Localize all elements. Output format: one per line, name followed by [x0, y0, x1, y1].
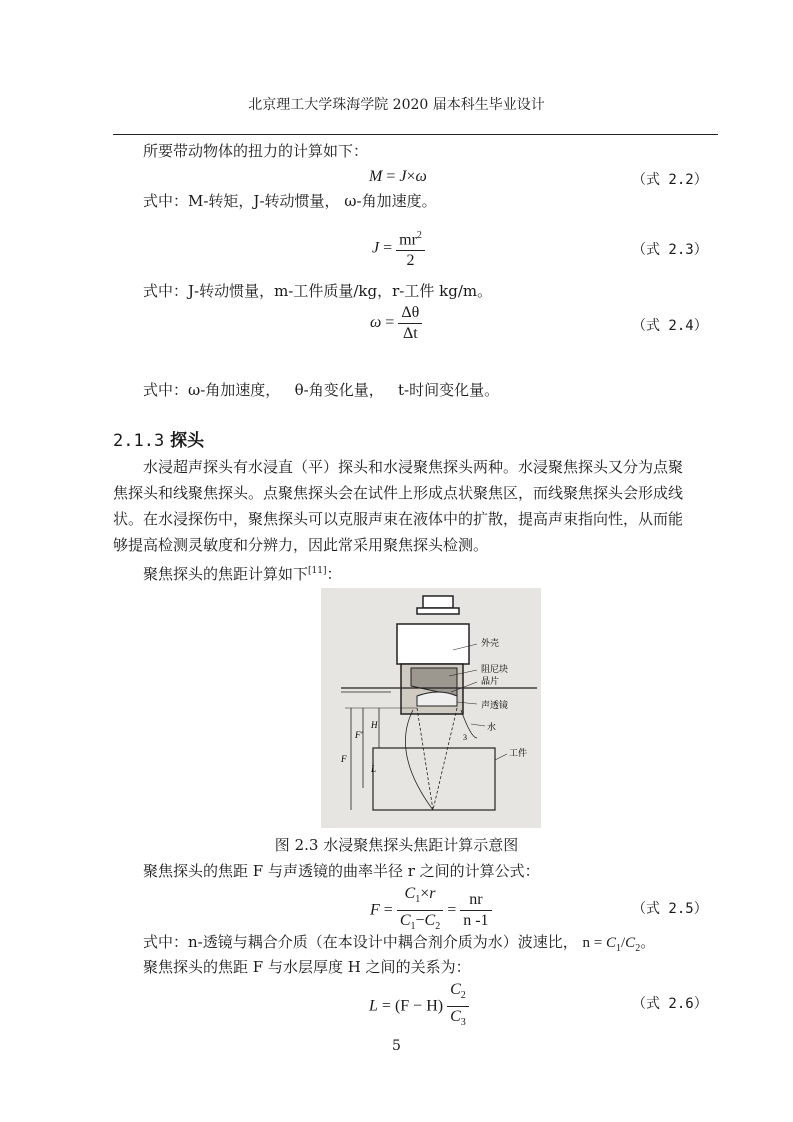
eq22-lhs: M [369, 168, 383, 185]
eq25-num-r: r [429, 885, 436, 902]
beam-right [433, 708, 457, 810]
eq24-lhs: ω [370, 314, 382, 332]
where-24: 式中：ω-角加速度， θ-角变化量， t-时间变化量。 [143, 381, 500, 399]
intro-torque: 所要带动物体的扭力的计算如下： [143, 142, 369, 160]
eq25-lhs: F [370, 901, 380, 919]
eq22-rhs-b: ω [415, 168, 427, 185]
label-shell: 外壳 [481, 639, 500, 649]
eq23-label: （式 2.3） [632, 242, 708, 258]
focal-intro [143, 564, 342, 582]
eq23-num-sup: 2 [416, 230, 422, 241]
eq25-den-c2-sub: 2 [435, 921, 441, 933]
header-rule [113, 134, 718, 135]
lens-body [417, 692, 457, 706]
probe-figure [321, 588, 541, 828]
eq26-den: C [450, 1008, 461, 1026]
page-header: 北京理工大学珠海学院 2020 届本科生毕业设计 [248, 97, 545, 113]
eq22-label: （式 2.2） [632, 172, 708, 188]
where-22: 式中：M-转矩，J-转动惯量， ω-角加速度。 [143, 192, 437, 210]
eq23-lhs: J [372, 239, 380, 257]
where-25-text: 式中：n-透镜与耦合介质（在本设计中耦合剂介质为水）波速比， [143, 933, 578, 951]
eq24-fraction [398, 303, 422, 344]
eq26-lhs: L [369, 997, 378, 1015]
eq25-fraction-1: $\frac{C_1\times r}{C_1-C_2}$ [397, 884, 443, 937]
eq25-num-c-sub: 1 [415, 894, 421, 906]
equation-2-5: F = $\frac{C_1\times r}{C_1-C_2}$ = $\frac{nr}{n -1}$ [370, 884, 492, 937]
ratio-n: n [582, 935, 591, 951]
focal-intro-text: 聚焦探头的焦距计算如下 [143, 565, 309, 583]
eq22-rhs-a: J [399, 168, 407, 185]
eq24-label: （式 2.4） [632, 318, 708, 334]
label-L: L [371, 764, 377, 774]
ratio-c1: C [605, 935, 616, 951]
eq24-den: Δt [402, 325, 418, 342]
section-number: 2.1.3 [113, 431, 165, 451]
citation-ref: [11] [308, 566, 327, 576]
equation-2-6: L = (F − H) $\frac{C_2}{C_3}$ [369, 980, 469, 1033]
para1-line2: 焦探头和线聚焦探头。点聚焦探头会在试件上形成点状聚焦区，而线聚焦探头会形成线 [113, 484, 684, 502]
eq26-den-sub: 3 [460, 1017, 466, 1029]
leader-workpiece [495, 754, 507, 760]
eq25-label: （式 2.5） [632, 901, 708, 917]
eq23-den: 2 [406, 252, 415, 270]
water-intro: 聚焦探头的焦距 F 与水层厚度 H 之间的关系为： [143, 958, 471, 976]
eq24-num: Δθ [398, 303, 422, 324]
page-number: 5 [392, 1038, 401, 1054]
eq25-den-c1-sub: 1 [410, 921, 416, 933]
section-heading [113, 426, 204, 451]
label-angle: 3 [463, 733, 467, 742]
label-workpiece: 工件 [509, 749, 528, 759]
eq25-den-c2: C [424, 912, 436, 930]
ratio-c2-sub: 2 [635, 943, 641, 954]
eq25-den2: n -1 [463, 912, 489, 930]
label-F: F [341, 754, 347, 764]
where-25-end: 。 [640, 933, 656, 951]
eq26-mid [395, 997, 443, 1014]
label-H: H [371, 720, 378, 730]
workpiece [373, 748, 495, 810]
probe-diagram [321, 588, 541, 828]
label-wafer: 晶片 [481, 677, 500, 687]
para1-line4: 够提高检测灵敏度和分辨力，因此常采用聚焦探头检测。 [113, 536, 489, 554]
where-25-math: $n = C_1/C_2$ [582, 935, 641, 954]
beam-left [417, 708, 433, 810]
label-Fp: F' [355, 730, 363, 740]
focal-intro-colon: ： [326, 565, 342, 583]
housing-top [397, 624, 469, 664]
equation-2-2: M = J×ω [369, 168, 427, 185]
para1-line1: 水浸超声探头有水浸直（平）探头和水浸聚焦探头两种。水浸聚焦探头又分为点聚 [143, 458, 684, 476]
beam-arc-left [405, 710, 433, 810]
label-lens: 声透镜 [481, 701, 509, 711]
where-23: 式中：J-转动惯量，m-工件质量/kg，r-工件 kg/m。 [143, 282, 493, 300]
ratio-c1-sub: 1 [616, 943, 621, 954]
connector-base [417, 608, 459, 614]
eq26-num: C [450, 981, 461, 998]
equation-2-3: J = $\frac{mr^2}{2}$ [372, 226, 425, 271]
eq26-num-sub: 2 [460, 990, 466, 1002]
figure-caption: 图 2.3 水浸聚焦探头焦距计算示意图 [274, 836, 519, 854]
eq26-fraction [447, 980, 469, 1033]
eq23-fraction [396, 226, 425, 271]
eq25-den-c1: C [399, 912, 411, 930]
para1-line3: 状。在水浸探伤中，聚焦探头可以克服声束在液体中的扩散，提高声束指向性，从而能 [113, 510, 684, 528]
equation-2-4: ω = $\frac{\Delta\theta}{\Delta t}$ [370, 303, 422, 344]
where-25 [143, 935, 655, 956]
eq26-mid-f: (F [394, 997, 410, 1015]
connector-top [423, 596, 453, 608]
eq26-h: H) [426, 997, 444, 1015]
eq23-num: mr [399, 231, 417, 249]
leader-water [471, 724, 485, 726]
section-title: 探头 [170, 431, 205, 451]
eq26-label: （式 2.6） [632, 996, 708, 1012]
eq26-minus: − [413, 997, 423, 1015]
eq25-num2: nr [460, 890, 491, 911]
label-damping: 阻尼块 [481, 665, 509, 675]
ratio-c2: C [625, 935, 636, 951]
eq25-fraction-2 [460, 890, 491, 931]
focal-r-intro: 聚焦探头的焦距 F 与声透镜的曲率半径 r 之间的计算公式： [143, 862, 540, 880]
eq25-num-c: C [404, 885, 416, 902]
label-water: 水 [487, 723, 497, 733]
